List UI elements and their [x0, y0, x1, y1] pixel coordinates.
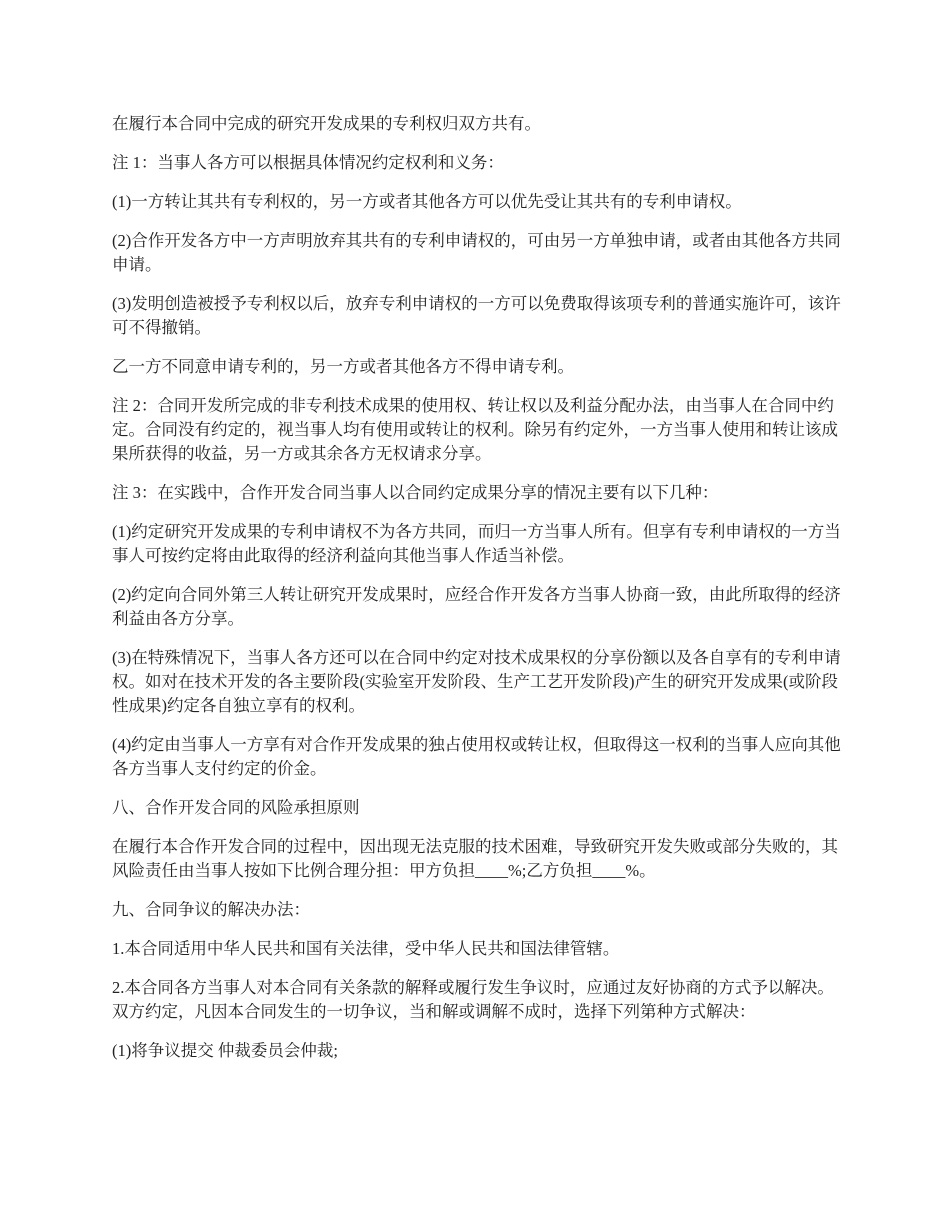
section-heading-dispute: 九、合同争议的解决办法：: [112, 900, 310, 919]
section-heading-risk: 八、合作开发合同的风险承担原则: [112, 798, 360, 817]
paragraph-note-3-item-3: (3)在特殊情况下，当事人各方还可以在合同中约定对技术成果权的分享份额以及各自享有的专利申请权。如对在技术开发的各主要阶段(实验室开发阶段、生产工艺开发阶段)产生的研究开发成果(或阶段性成果)约定各自独立享有的权利。: [112, 648, 841, 715]
paragraph-note-1: 注 1：当事人各方可以根据具体情况约定权利和义务：: [112, 153, 504, 172]
paragraph-note-3-item-4: (4)约定由当事人一方享有对合作开发成果的独占使用权或转让权，但取得这一权利的当事人应向其他各方当事人支付约定的价金。: [112, 735, 841, 778]
paragraph-note-1-item-1: (1)一方转让其共有专利权的，另一方或者其他各方可以优先受让其共有的专利申请权。: [112, 192, 742, 211]
paragraph-note-3: 注 3：在实践中，合作开发合同当事人以合同约定成果分享的情况主要有以下几种：: [112, 483, 719, 502]
paragraph-risk-sharing: 在履行本合作开发合同的过程中，因出现无法克服的技术困难，导致研究开发失败或部分失败的，其风险责任由当事人按如下比例合理分担：甲方负担____%;乙方负担____%。: [112, 837, 838, 880]
paragraph-note-3-item-1: (1)约定研究开发成果的专利申请权不为各方共同，而归一方当事人所有。但享有专利申请权的一方当事人可按约定将由此取得的经济利益向其他当事人作适当补偿。: [112, 522, 841, 565]
paragraph-note-1-item-2: (2)合作开发各方中一方声明放弃其共有的专利申请权的，可由另一方单独申请，或者由其他各方共同申请。: [112, 231, 841, 274]
document-body: [112, 112, 842, 1078]
paragraph-no-patent-application: 乙一方不同意申请专利的，另一方或者其他各方不得申请专利。: [112, 357, 574, 376]
paragraph-arbitration-option: (1)将争议提交 仲裁委员会仲裁;: [112, 1041, 338, 1060]
paragraph-dispute-resolution: 2.本合同各方当事人对本合同有关条款的解释或履行发生争议时，应通过友好协商的方式予以解决。双方约定，凡因本合同发生的一切争议，当和解或调解不成时，选择下列第种方式解决：: [112, 978, 834, 1021]
paragraph-note-2: 注 2：合同开发所完成的非专利技术成果的使用权、转让权以及利益分配办法，由当事人在合同中约定。合同没有约定的，视当事人均有使用或转让的权利。除另有约定外，一方当事人使用和转让该成果所获得的收益，另一方或其余各方无权请求分享。: [112, 396, 838, 463]
paragraph-patent-joint-ownership: 在履行本合同中完成的研究开发成果的专利权归双方共有。: [112, 114, 541, 133]
paragraph-note-3-item-2: (2)约定向合同外第三人转让研究开发成果时，应经合作开发各方当事人协商一致，由此所取得的经济利益由各方分享。: [112, 585, 841, 628]
paragraph-dispute-law: 1.本合同适用中华人民共和国有关法律，受中华人民共和国法律管辖。: [112, 939, 620, 958]
paragraph-note-1-item-3: (3)发明创造被授予专利权以后，放弃专利申请权的一方可以免费取得该项专利的普通实施许可，该许可不得撤销。: [112, 294, 841, 337]
